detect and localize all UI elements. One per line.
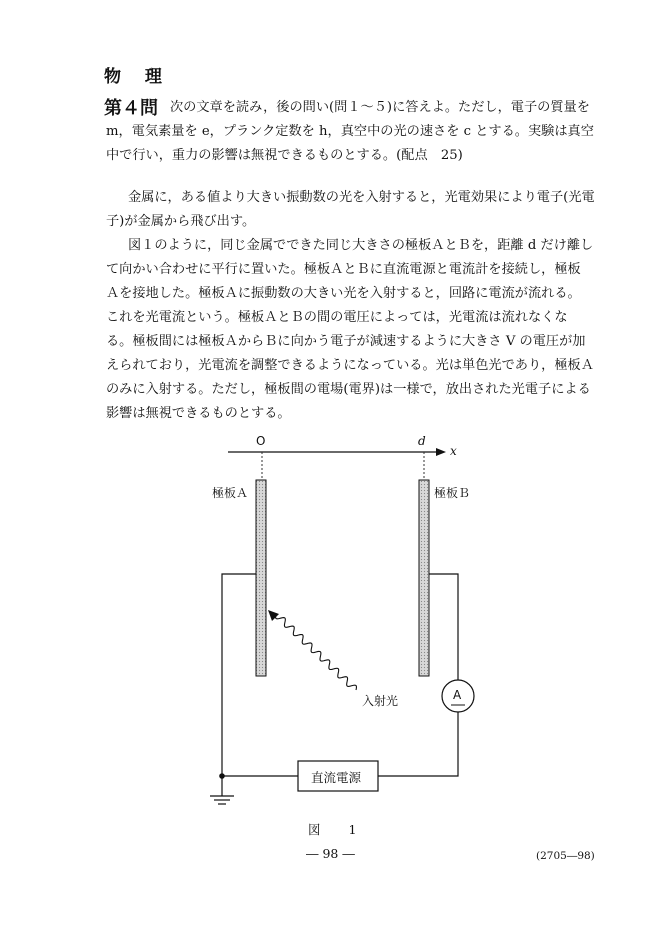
wire-right-top <box>429 574 458 680</box>
figure-caption: 図 1 <box>308 822 369 837</box>
body-line-8: えられており，光電流を調整できるようになっている。光は単色光であり，極板Ａ <box>106 358 594 373</box>
question-number: 第４問 <box>104 98 158 119</box>
wire-right-bottom <box>378 712 458 776</box>
body-line-10: 影響は無視できるものとする。 <box>106 406 291 421</box>
plate-b-label: 極板Ｂ <box>434 486 471 500</box>
plate-a-label: 極板Ａ <box>212 486 249 500</box>
origin-label: O <box>256 434 266 448</box>
intro-line-3: 中で行い，重力の影響は無視できるものとする。(配点 25) <box>106 148 463 163</box>
plate-a <box>256 480 266 676</box>
ammeter-symbol: A <box>453 688 462 702</box>
intro-line-2: m，電気素量を e，プランク定数を h，真空中の光の速さを c とする。実験は真空 <box>106 124 594 139</box>
page-number: ― 98 ― <box>306 846 355 861</box>
body-line-9: のみに入射する。ただし，極板間の電場(電界)は一様で，放出された光電子による <box>106 382 591 397</box>
incident-light-wave <box>276 614 357 690</box>
x-axis-arrowhead <box>436 448 446 456</box>
d-label: d <box>418 434 426 448</box>
body-line-1: 金属に，ある値より大きい振動数の光を入射すると，光電効果により電子(光電 <box>128 190 595 205</box>
x-axis-label: x <box>450 444 457 458</box>
power-supply-label: 直流電源 <box>311 770 362 785</box>
body-line-3: 図１のように，同じ金属でできた同じ大きさの極板ＡとＢを，距離 d だけ離し <box>128 238 594 253</box>
plate-b <box>419 480 429 676</box>
body-line-5: Ａを接地した。極板Ａに振動数の大きい光を入射すると，回路に電流が流れる。 <box>106 286 581 301</box>
intro-line-1: 次の文章を読み，後の問い(問１～５)に答えよ。ただし，電子の質量を <box>170 100 590 115</box>
body-line-6: これを光電流という。極板ＡとＢの間の電圧によっては，光電流は流れなくな <box>106 310 568 325</box>
body-line-2: 子)が金属から飛び出す。 <box>106 214 256 229</box>
body-line-4: て向かい合わせに平行に置いた。極板ＡとＢに直流電源と電流計を接続し，極板 <box>106 262 581 277</box>
subject-heading: 物 理 <box>104 67 171 87</box>
exam-code: (2705―98) <box>536 850 595 862</box>
incident-light-label: 入射光 <box>362 694 399 708</box>
body-line-7: る。極板間には極板ＡからＢに向かう電子が減速するように大きさ V の電圧が加 <box>106 334 586 349</box>
